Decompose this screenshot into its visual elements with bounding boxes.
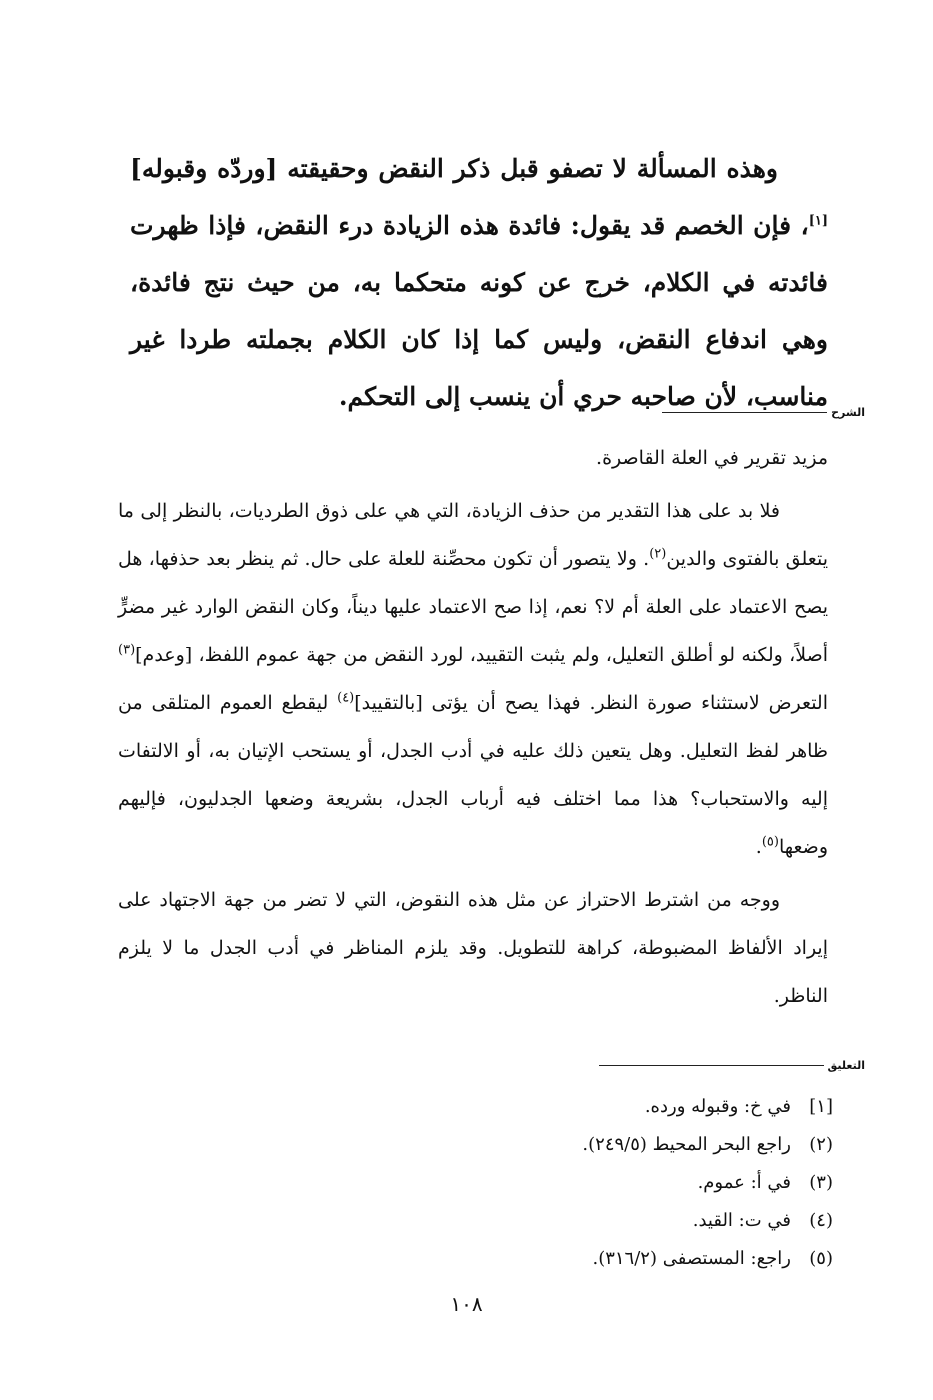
notes-label: التعليق: [827, 1058, 865, 1072]
footnote-ref-2: (٢): [649, 546, 667, 562]
footnote-ref-1: [١]: [808, 213, 828, 229]
footnote-ref-5: (٥): [761, 834, 779, 850]
footnote-item: [300, 1126, 833, 1164]
footnote-item: [300, 1202, 833, 1240]
commentary-rule: [662, 412, 827, 413]
commentary-text-a: فلا بد على هذا التقدير من حذف الزيادة، التي هي على ذوق الطرديات، بالنظر إلى ما يتعلق بالفتوى والدين: [118, 500, 828, 570]
commentary-text-d: ليقطع العموم المتلقى من ظاهر لفظ التعليل. وهل يتعين ذلك عليه في أدب الجدل، أو يستحب الإتيان به، أو الالتفات إليه والاستحباب؟ هذا مما اختلف فيه أرباب الجدل، بشريعة وضعها الجدليون، فإليهم وضعها: [118, 692, 828, 858]
commentary-heading: مزيد تقرير في العلة القاصرة.: [596, 447, 828, 469]
commentary-text-b: . ولا يتصور أن تكون محصِّنة للعلة على حال. ثم ينظر بعد حذفها، هل يصح الاعتماد على العلة أم لا؟ نعم، إذا صح الاعتماد عليها ديناً، وكان النقض الوارد غير مضرٍّ أصلاً، ولكنه لو أطلق التعليل، ولم يثبت التقييد، لورد النقض من جهة عموم اللفظ، [وعدم]: [118, 548, 828, 666]
main-text-block: [130, 140, 828, 425]
footnotes-list: [300, 1088, 833, 1278]
main-text-part2: ، فإن الخصم قد يقول: فائدة هذه الزيادة درء النقض، فإذا ظهرت فائدته في الكلام، خرج عن كونه متحكما به، من حيث نتج فائدة، وهي اندفاع النقض، وليس كما إذا كان الكلام بجملته طردا غير مناسب، لأن صاحبه حري أن ينسب إلى التحكم.: [130, 211, 828, 411]
footnote-text: في ت: القيد.: [692, 1210, 791, 1231]
commentary-text-e: .: [755, 836, 762, 858]
page-number: ١٠٨: [450, 1292, 483, 1316]
footnote-number: [١]: [809, 1096, 833, 1117]
footnote-number: (٥): [809, 1248, 833, 1269]
footnote-number: (٢): [809, 1134, 833, 1155]
footnote-text: راجع: المستصفى (٣١٦/٢).: [592, 1248, 791, 1269]
commentary-block: [118, 434, 828, 1025]
main-text-part1: وهذه المسألة لا تصفو قبل ذكر النقض وحقيقته [وردّه وقبوله]: [130, 154, 778, 183]
footnote-ref-4: (٤): [337, 690, 355, 706]
footnote-text: في أ: عموم.: [697, 1172, 791, 1193]
commentary-paragraph-1: [118, 487, 828, 871]
notes-separator: [599, 1058, 866, 1072]
footnote-number: (٣): [809, 1172, 833, 1193]
footnote-item: [300, 1240, 833, 1278]
footnote-item: [300, 1164, 833, 1202]
commentary-label: الشرح: [831, 405, 865, 419]
commentary-paragraph-2: ووجه من اشترط الاحتراز عن مثل هذه النقوض، التي لا تضر من جهة الاجتهاد على إيراد الألفاظ المضبوطة، كراهة للتطويل. وقد يلزم المناظر في أدب الجدل ما لا يلزم الناظر.: [118, 889, 828, 1007]
footnote-item: [300, 1088, 833, 1126]
footnote-number: (٤): [809, 1210, 833, 1231]
notes-rule: [599, 1065, 824, 1066]
footnote-text: في خ: وقبوله ورده.: [644, 1096, 791, 1117]
footnote-ref-3: (٣): [118, 642, 136, 658]
commentary-separator: [662, 405, 865, 419]
footnote-text: راجع البحر المحيط (٢٤٩/٥).: [582, 1134, 791, 1155]
commentary-text-c: التعرض لاستثناء صورة النظر. فهذا يصح أن يؤتى [بالتقييد]: [354, 692, 829, 714]
